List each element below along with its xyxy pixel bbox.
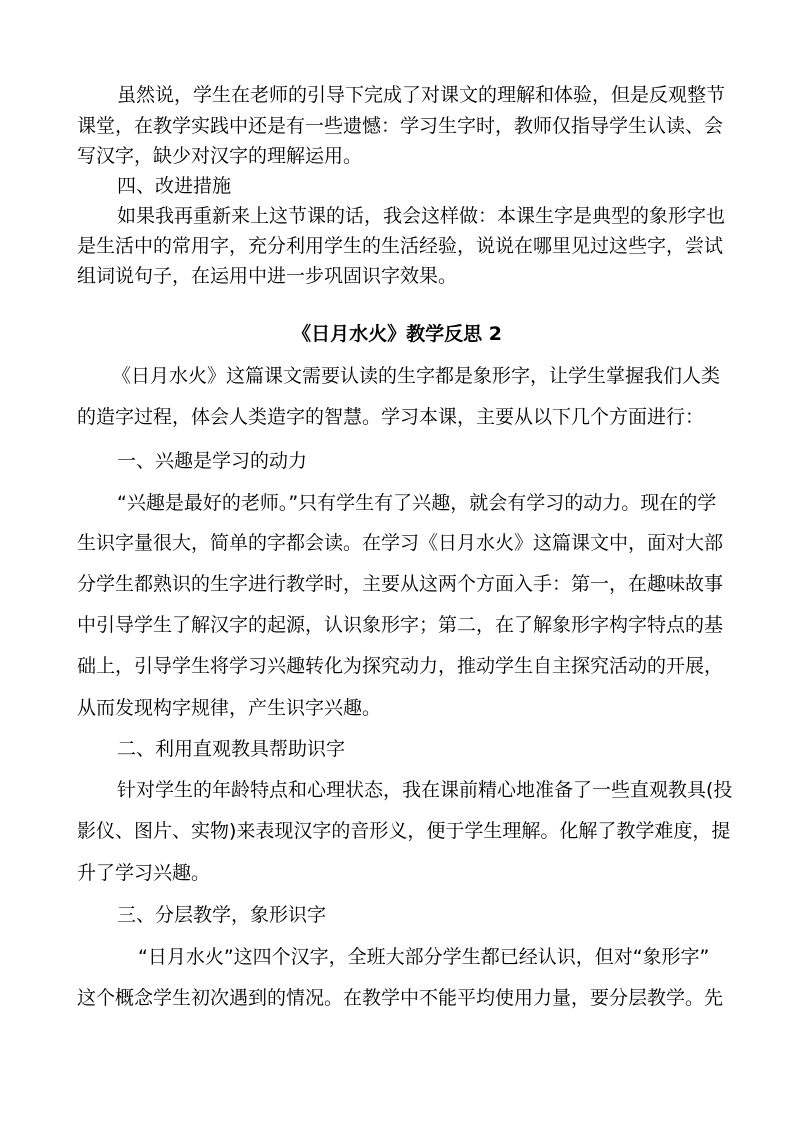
paragraph-line: “兴趣是最好的老师。”只有学生有了兴趣，就会有学习的动力。现在的学: [117, 492, 717, 514]
section-heading: 二、利用直观教具帮助识字: [117, 738, 346, 760]
paragraph-line: 针对学生的年龄特点和心理状态，我在课前精心地准备了一些直观教具(投: [117, 779, 733, 801]
paragraph-line: 组词说句子，在运用中进一步巩固识字效果。: [77, 265, 458, 287]
paragraph-line: 生识字量很大，简单的字都会读。在学习《日月水火》这篇课文中，面对大部: [77, 532, 724, 554]
paragraph-line: 础上，引导学生将学习兴趣转化为探究动力，推动学生自主探究活动的开展，: [77, 655, 724, 677]
paragraph-line: 的造字过程，体会人类造字的智慧。学习本课，主要从以下几个方面进行：: [77, 406, 705, 428]
paragraph-line: 写汉字，缺少对汉字的理解运用。: [77, 145, 363, 167]
paragraph-line: “日月水火”这四个汉字，全班大部分学生都已经认识，但对“象形字”: [138, 946, 710, 968]
paragraph-line: 升了学习兴趣。: [77, 862, 211, 884]
article-title: 《日月水火》教学反思 2: [292, 323, 502, 345]
section-heading: 三、分层教学，象形识字: [117, 904, 327, 926]
section-heading: 一、兴趣是学习的动力: [117, 450, 308, 472]
paragraph-line: 是生活中的常用字，充分利用学生的生活经验，说说在哪里见过这些字，尝试: [77, 235, 724, 257]
paragraph-line: 从而发现构字规律，产生识字兴趣。: [77, 697, 382, 719]
paragraph-line: 虽然说，学生在老师的引导下完成了对课文的理解和体验，但是反观整节: [117, 84, 726, 106]
paragraph-line: 影仪、图片、实物)来表现汉字的音形义，便于学生理解。化解了教学难度，提: [77, 820, 731, 842]
paragraph-line: 课堂，在教学实践中还是有一些遗憾：学习生字时，教师仅指导学生认读、会: [77, 115, 724, 137]
section-heading: 四、改进措施: [117, 175, 232, 197]
paragraph-line: 《日月水火》这篇课文需要认读的生字都是象形字，让学生掌握我们人类: [112, 365, 721, 387]
paragraph-line: 这个概念学生初次遇到的情况。在教学中不能平均使用力量，要分层教学。先: [77, 987, 724, 1009]
paragraph-line: 中引导学生了解汉字的起源，认识象形字；第二，在了解象形字构字特点的基: [77, 614, 724, 636]
paragraph-line: 如果我再重新来上这节课的话，我会这样做：本课生字是典型的象形字也: [117, 205, 726, 227]
paragraph-line: 分学生都熟识的生字进行教学时，主要从这两个方面入手：第一，在趣味故事: [77, 573, 724, 595]
